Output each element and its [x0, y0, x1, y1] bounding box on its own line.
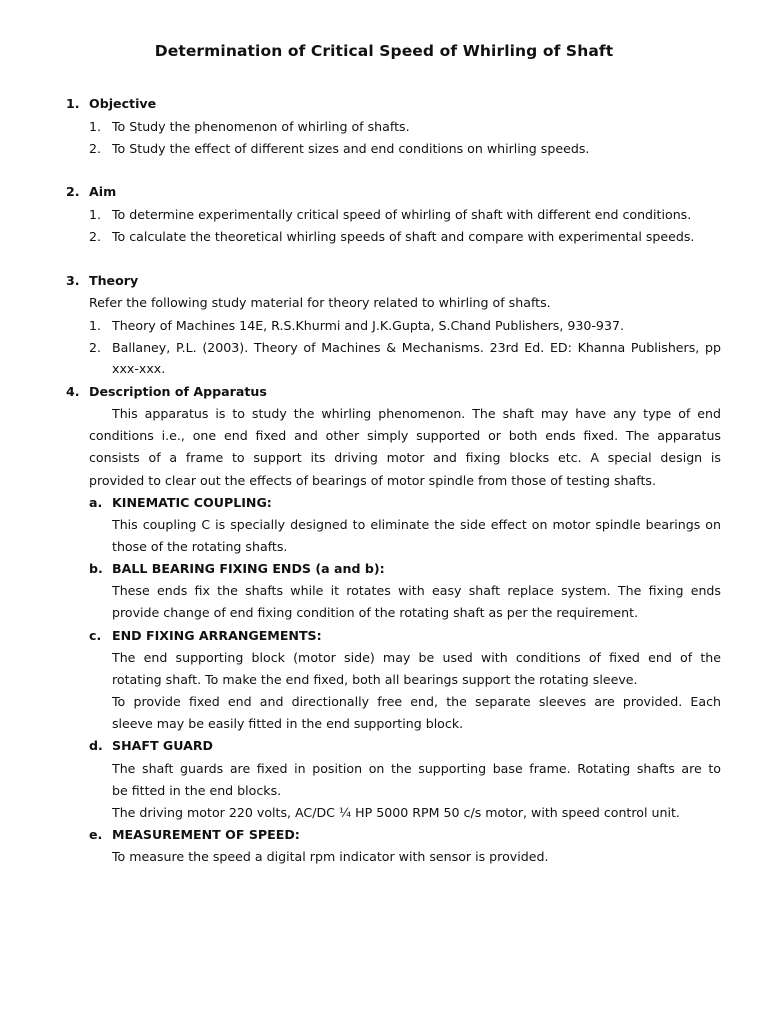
kinematic-coupling-text: This coupling C is specially designed to eliminate the side effect on motor spindle bearings on [112, 517, 721, 532]
apparatus-paragraph-line: provided to clear out the effects of bearings of motor spindle from those of testing shafts. [89, 473, 656, 488]
end-fixing-text: rotating shaft. To make the end fixed, both all bearings support the rotating sleeve. [112, 672, 638, 687]
shaft-guard-text: The shaft guards are fixed in position on the supporting base frame. Rotating shafts are to [112, 761, 721, 776]
measurement-text: To measure the speed a digital rpm indicator with sensor is provided. [112, 849, 549, 864]
subsection-heading-kinematic-coupling: KINEMATIC COUPLING: [112, 495, 272, 510]
list-item-number: 2. [89, 229, 102, 244]
theory-reference-2: Ballaney, P.L. (2003). Theory of Machines & Mechanisms. 23rd Ed. ED: Khanna Publishers, pp [112, 340, 721, 355]
section-heading-objective: Objective [89, 96, 157, 111]
list-item-number: 1. [89, 119, 102, 134]
section-heading-theory: Theory [89, 273, 139, 288]
subsection-letter: e. [89, 827, 103, 842]
end-fixing-text: The end supporting block (motor side) may be used with conditions of fixed end of the [112, 650, 721, 665]
apparatus-paragraph-line: conditions i.e., one end fixed and other simply supported or both ends fixed. The apparatus [89, 428, 721, 443]
shaft-guard-text: be fitted in the end blocks. [112, 783, 282, 798]
subsection-heading-end-fixing: END FIXING ARRANGEMENTS: [112, 628, 322, 643]
kinematic-coupling-text: those of the rotating shafts. [112, 539, 288, 554]
subsection-heading-shaft-guard: SHAFT GUARD [112, 738, 214, 753]
theory-intro: Refer the following study material for theory related to whirling of shafts. [89, 295, 551, 310]
section-heading-aim: Aim [89, 184, 117, 199]
shaft-guard-text: The driving motor 220 volts, AC/DC ¼ HP 5000 RPM 50 c/s motor, with speed control unit. [112, 805, 680, 820]
list-item-number: 1. [89, 318, 102, 333]
section-number-aim: 2. [66, 184, 80, 199]
section-number-apparatus: 4. [66, 384, 80, 399]
ball-bearing-text: provide change of end fixing condition of the rotating shaft as per the requirement. [112, 605, 639, 620]
theory-reference-2-continued: xxx-xxx. [112, 361, 166, 376]
section-number-theory: 3. [66, 273, 80, 288]
aim-item-2: To calculate the theoretical whirling speeds of shaft and compare with experimental speeds. [112, 229, 695, 244]
list-item-number: 1. [89, 207, 102, 222]
aim-item-1: To determine experimentally critical speed of whirling of shaft with different end conditions. [112, 207, 692, 222]
apparatus-paragraph-line: This apparatus is to study the whirling phenomenon. The shaft may have any type of end [112, 406, 721, 421]
ball-bearing-text: These ends fix the shafts while it rotates with easy shaft replace system. The fixing ends [112, 583, 721, 598]
subsection-heading-measurement: MEASUREMENT OF SPEED: [112, 827, 300, 842]
subsection-heading-ball-bearing: BALL BEARING FIXING ENDS (a and b): [112, 561, 385, 576]
end-fixing-text: sleeve may be easily fitted in the end supporting block. [112, 716, 464, 731]
subsection-letter: d. [89, 738, 103, 753]
objective-item-2: To Study the effect of different sizes and end conditions on whirling speeds. [112, 141, 590, 156]
apparatus-paragraph-line: consists of a frame to support its driving motor and fixing blocks etc. A special design is [89, 450, 721, 465]
list-item-number: 2. [89, 141, 102, 156]
list-item-number: 2. [89, 340, 102, 355]
subsection-letter: b. [89, 561, 103, 576]
subsection-letter: c. [89, 628, 102, 643]
theory-reference-1: Theory of Machines 14E, R.S.Khurmi and J.K.Gupta, S.Chand Publishers, 930-937. [112, 318, 624, 333]
section-number-objective: 1. [66, 96, 80, 111]
section-heading-apparatus: Description of Apparatus [89, 384, 267, 399]
end-fixing-text: To provide fixed end and directionally free end, the separate sleeves are provided. Each [112, 694, 721, 709]
document-title: Determination of Critical Speed of Whirling of Shaft [154, 42, 614, 60]
objective-item-1: To Study the phenomenon of whirling of shafts. [112, 119, 410, 134]
subsection-letter: a. [89, 495, 103, 510]
